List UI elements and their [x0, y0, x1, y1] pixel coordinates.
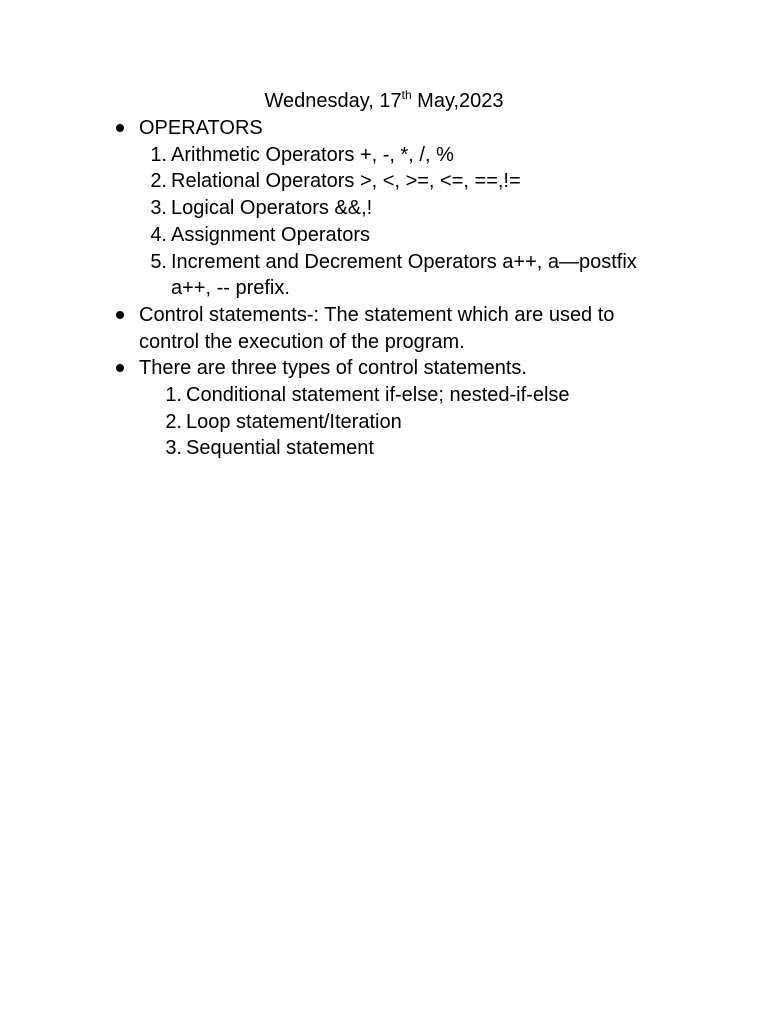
list-number: 1.: [150, 143, 167, 166]
bullet-icon: [116, 311, 124, 319]
list-item: [165, 382, 678, 409]
bullet-text: There are three types of control statements.: [139, 357, 527, 380]
list-number: 3.: [165, 437, 182, 460]
bullet-text: OPERATORS: [139, 117, 263, 139]
bullet-item-operators: [0, 115, 768, 302]
bullet-list: [0, 115, 768, 462]
list-item-text: Conditional statement if-else; nested-if-else: [186, 384, 570, 407]
list-item-text: Relational Operators >, <, >=, <=, ==,!=: [171, 170, 521, 193]
list-item: [150, 195, 678, 222]
list-item: [165, 435, 678, 462]
date-ordinal-suffix: th: [401, 88, 412, 102]
bullet-item-control-types: [0, 355, 768, 462]
list-item: [150, 249, 678, 302]
list-item: [165, 409, 678, 436]
list-item-text: Increment and Decrement Operators a++, a—postfix a++, -- prefix.: [171, 250, 637, 300]
list-number: 1.: [165, 384, 182, 407]
list-item-text: Logical Operators &&,!: [171, 197, 373, 220]
date-suffix: May,2023: [411, 90, 504, 112]
bullet-text: Control statements-: The statement which are used to control the execution of the program.: [139, 303, 615, 353]
operators-list: [139, 142, 678, 302]
list-item: [150, 142, 678, 169]
list-item-text: Sequential statement: [186, 437, 374, 460]
bullet-item-control-statements: [0, 302, 768, 355]
bullet-icon: [116, 124, 124, 132]
list-item: [150, 222, 678, 249]
control-types-list: [139, 382, 678, 462]
list-number: 4.: [150, 223, 167, 246]
list-item: [150, 168, 678, 195]
bullet-icon: [116, 364, 124, 372]
document-date: [0, 88, 768, 114]
list-number: 3.: [150, 197, 167, 220]
date-prefix: Wednesday, 17: [264, 90, 402, 112]
list-item-text: Arithmetic Operators +, -, *, /, %: [171, 143, 454, 166]
list-number: 2.: [150, 170, 167, 193]
list-item-text: Assignment Operators: [171, 223, 370, 246]
list-number: 5.: [150, 250, 167, 273]
list-number: 2.: [165, 410, 182, 433]
list-item-text: Loop statement/Iteration: [186, 410, 402, 433]
